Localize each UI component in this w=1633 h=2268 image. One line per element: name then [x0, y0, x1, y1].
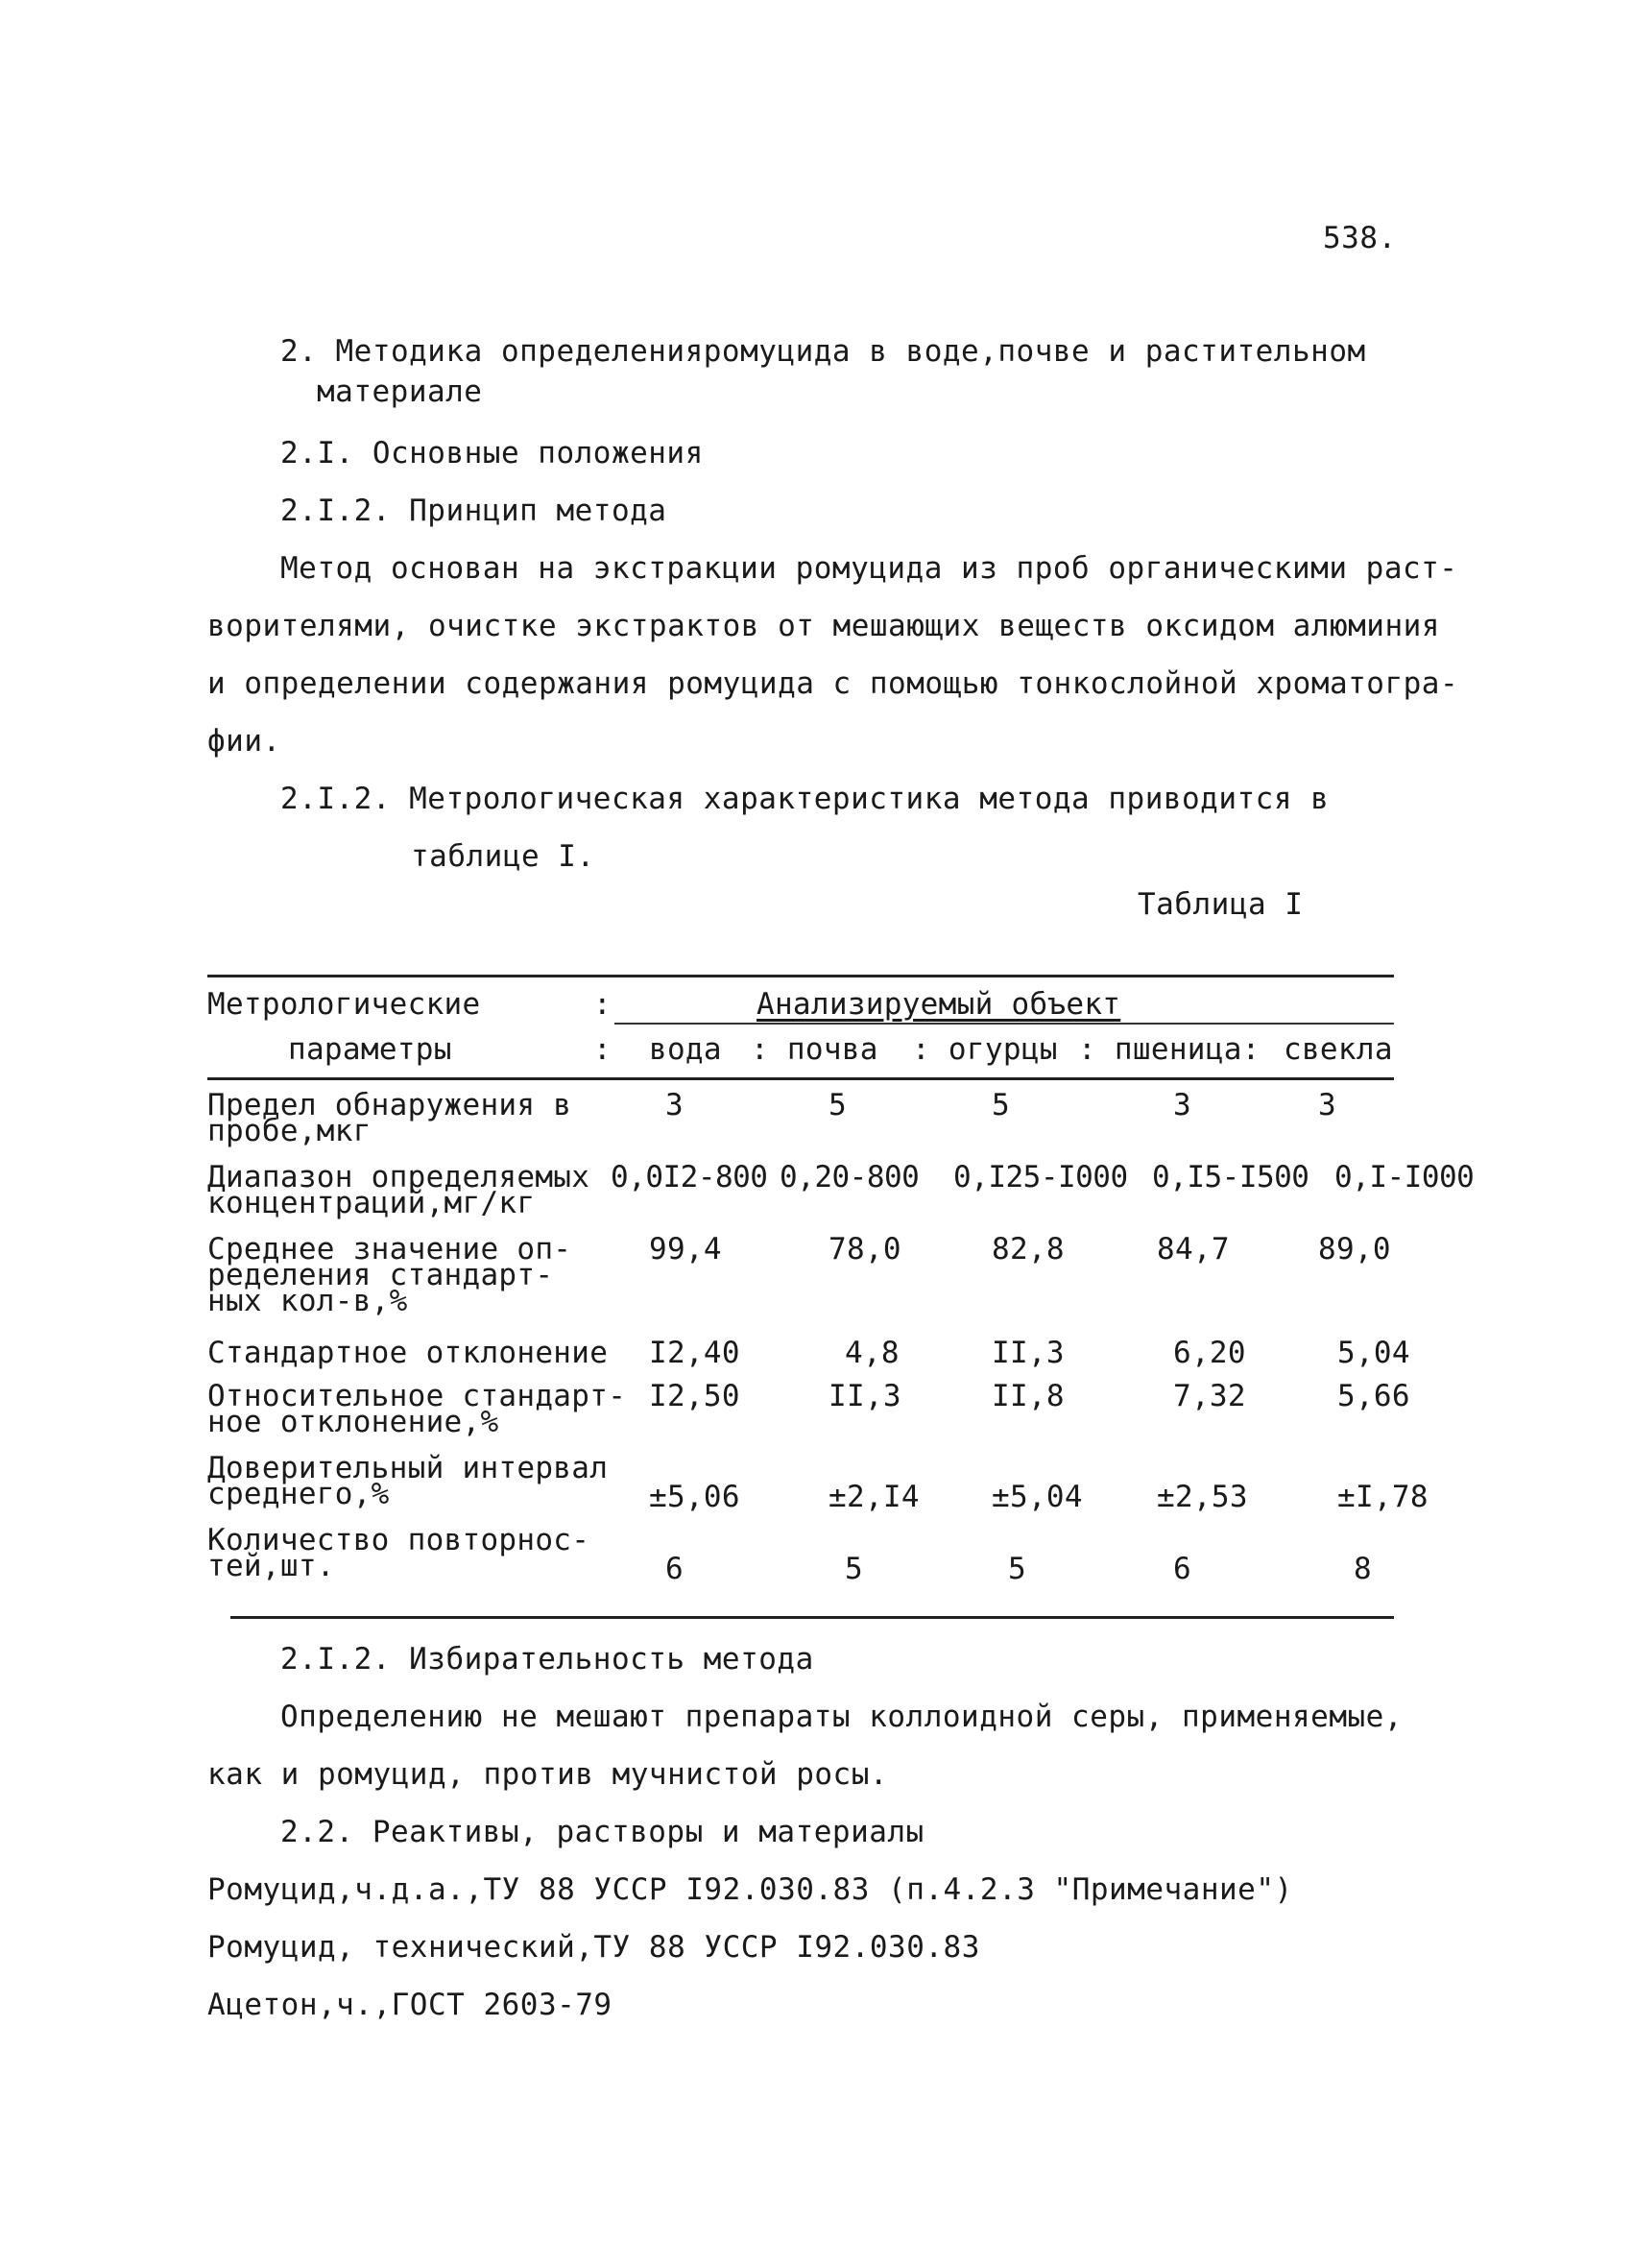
subsection-heading: 2.I.2. Избирательность метода [280, 1642, 814, 1677]
table-cell: ±2,53 [1157, 1480, 1248, 1514]
paragraph-line: таблице I. [411, 839, 595, 874]
table-row-label: Стандартное отклонение [207, 1336, 609, 1370]
table-cell: 5 [992, 1088, 1010, 1122]
subsection-heading: 2.2. Реактивы, растворы и материалы [280, 1815, 925, 1849]
table-cell: ±I,78 [1337, 1480, 1429, 1514]
table-header-separator: : [593, 987, 612, 1022]
table-cell: I2,40 [649, 1336, 740, 1370]
table-cell: II,8 [992, 1379, 1065, 1413]
table-cell: 3 [1318, 1088, 1336, 1122]
table-row-label: пробе,мкг [207, 1114, 372, 1148]
paragraph-line: Метод основан на экстракции ромуцида из проб органическими раст- [280, 551, 1458, 586]
paragraph-line: ворителями, очистке экстрактов от мешающих веществ оксидом алюминия [207, 609, 1440, 643]
table-cell: 89,0 [1318, 1232, 1391, 1267]
table-row-label: Предел обнаружения в [207, 1088, 572, 1122]
subsection-heading: 2.I. Основные положения [280, 436, 704, 470]
table-cell: 82,8 [992, 1232, 1065, 1267]
table-column-header: : огурцы [912, 1032, 1058, 1067]
table-header-param: Метрологические [207, 987, 481, 1022]
reagent-line: Ромуцид, технический,ТУ 88 УССР I92.030.83 [207, 1930, 980, 1965]
table-row-label: Доверительный интервал [207, 1451, 609, 1485]
table-cell: 0,I5-I500 [1152, 1160, 1309, 1194]
table-header-rule [614, 1023, 1394, 1025]
table-column-header: вода [649, 1032, 722, 1067]
page-number: 538. [1323, 221, 1397, 255]
table-row-label: ределения стандарт- [207, 1258, 554, 1292]
table-cell: 3 [665, 1088, 684, 1122]
subsection-heading: 2.I.2. Принцип метода [280, 494, 667, 528]
paragraph-line: как и ромуцид, против мучнистой росы. [207, 1757, 889, 1792]
paragraph-line: 2.I.2. Метрологическая характеристика метода приводится в [280, 782, 1330, 816]
table-bottom-rule [230, 1616, 1394, 1619]
paragraph-line: и определении содержания ромуцида с помощью тонкослойной хроматогра- [207, 666, 1459, 701]
table-cell: 84,7 [1157, 1232, 1230, 1267]
table-cell: 0,0I2-800 [611, 1160, 768, 1194]
reagent-line: Ацетон,ч.,ГОСТ 2603-79 [207, 1988, 612, 2022]
section-title-continued: материале [317, 374, 483, 409]
table-cell: 0,20-800 [780, 1160, 920, 1194]
table-cell: 5 [845, 1552, 863, 1586]
table-row-label: тей,шт. [207, 1549, 335, 1583]
table-header-param: параметры [288, 1032, 452, 1067]
table-cell: 6 [665, 1552, 684, 1586]
table-header-separator: : [593, 1032, 612, 1067]
table-cell: 6,20 [1173, 1336, 1246, 1370]
table-cell: ±2,I4 [829, 1480, 920, 1514]
table-cell: 3 [1173, 1088, 1191, 1122]
table-cell: 8 [1354, 1552, 1372, 1586]
paragraph-line: Определению не мешают препараты коллоидной серы, применяемые, [280, 1700, 1403, 1734]
table-cell: ±5,06 [649, 1480, 740, 1514]
table-cell: 99,4 [649, 1232, 722, 1267]
table-cell: 5,04 [1337, 1336, 1410, 1370]
table-cell: 5 [1008, 1552, 1026, 1586]
table-row-label: среднего,% [207, 1477, 390, 1511]
table-cell: ±5,04 [992, 1480, 1083, 1514]
table-row-label: ных кол-в,% [207, 1284, 408, 1318]
table-cell: I2,50 [649, 1379, 740, 1413]
table-cell: 5 [829, 1088, 847, 1122]
table-cell: 4,8 [845, 1336, 900, 1370]
table-column-header: : почва [751, 1032, 878, 1067]
table-cell: 0,I-I000 [1334, 1160, 1475, 1194]
table-caption: Таблица I [1138, 887, 1304, 922]
table-cell: 78,0 [829, 1232, 901, 1267]
table-row-label: Относительное стандарт- [207, 1379, 627, 1413]
table-cell: 7,32 [1173, 1379, 1246, 1413]
table-column-header: свекла [1284, 1032, 1393, 1067]
table-row-label: концентраций,мг/кг [207, 1186, 536, 1220]
table-header-object: Анализируемый объект [756, 987, 1121, 1022]
table-cell: II,3 [829, 1379, 901, 1413]
section-title: 2. Методика определенияромуцида в воде,почве и растительном [280, 334, 1366, 369]
reagent-line: Ромуцид,ч.д.а.,ТУ 88 УССР I92.030.83 (п.4.2.3 "Примечание") [207, 1872, 1293, 1907]
table-row-label: Количество повторнос- [207, 1523, 590, 1557]
table-column-header: : пшеница: [1078, 1032, 1261, 1067]
table-cell: II,3 [992, 1336, 1065, 1370]
table-row-label: ное отклонение,% [207, 1405, 499, 1439]
table-row-label: Среднее значение оп- [207, 1232, 572, 1267]
table-header-bottom-rule [207, 1077, 1394, 1080]
paragraph-line: фии. [207, 724, 281, 759]
table-row-label: Диапазон определяемых [207, 1160, 590, 1194]
table-cell: 6 [1173, 1552, 1191, 1586]
table-top-rule [207, 975, 1394, 977]
table-cell: 5,66 [1337, 1379, 1410, 1413]
table-cell: 0,I25-I000 [953, 1160, 1128, 1194]
